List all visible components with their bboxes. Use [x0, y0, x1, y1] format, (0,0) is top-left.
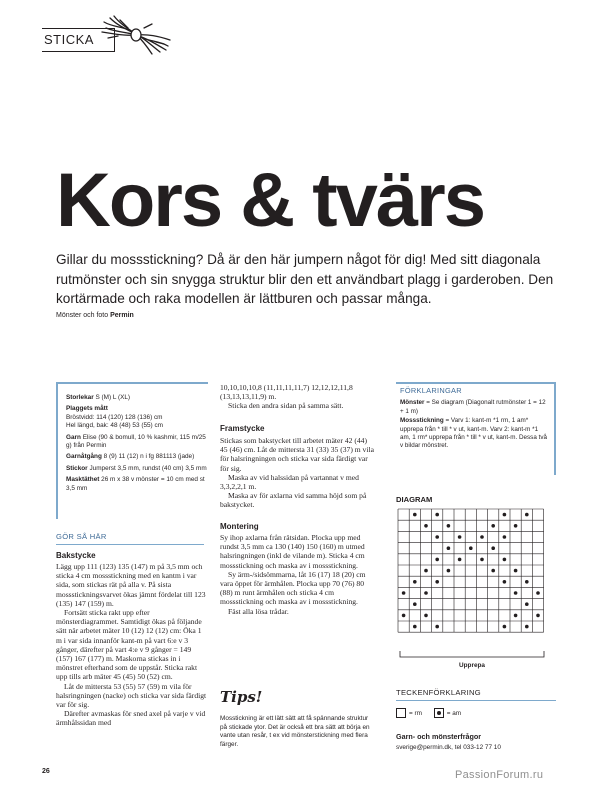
purl-dot — [491, 569, 495, 573]
purl-dot — [525, 513, 529, 517]
purl-dot — [514, 614, 518, 618]
purl-dot — [435, 580, 439, 584]
purl-dot — [424, 614, 428, 618]
purl-dot — [435, 558, 439, 562]
purl-dot — [503, 535, 507, 539]
purl-dot — [525, 580, 529, 584]
bakstycke-text — [56, 562, 208, 728]
spec-value: 26 m x 38 v mönster = 10 cm med st 3,5 mm — [66, 476, 205, 492]
legend-item-am: = am — [434, 708, 461, 718]
purl-dot — [503, 513, 507, 517]
purl-dot — [469, 546, 473, 550]
purl-dot — [447, 524, 451, 528]
spec-value: Elise (90 & bomull, 10 % kashmir, 115 m/25 g) från Permin — [66, 433, 206, 450]
term-text: = Varv 1: kant-m *1 rm, 1 am* upprepa från * till * v ut, kant-m. Varv 2: kant-m *1 am, 1 rm* upprepa från * till * v ut, kant-m. Dessa två v bildar mönstret. — [400, 417, 547, 450]
paragraph: Maska av för axlarna vid samma höjd som på bakstycket. — [220, 491, 367, 510]
knitting-diagram — [396, 507, 556, 677]
purl-dot — [413, 513, 417, 517]
divider — [396, 700, 556, 701]
spec-value: Bröstvidd: 114 (120) 128 (136) cm — [66, 413, 163, 421]
purl-dot — [458, 558, 462, 562]
spec-label: Stickor — [66, 464, 88, 472]
purl-dot — [424, 569, 428, 573]
purl-dot — [413, 602, 417, 606]
repeat-label: Upprepa — [459, 662, 485, 669]
purl-dot — [435, 513, 439, 517]
spec-label: Masktäthet — [66, 476, 100, 484]
purl-dot — [435, 535, 439, 539]
purl-dot — [536, 591, 540, 595]
yarn-questions-heading: Garn- och mönsterfrågor — [396, 732, 482, 741]
spec-label: Garn — [66, 433, 81, 441]
purl-dot — [491, 524, 495, 528]
purl-dot — [536, 614, 540, 618]
spec-label: Garnåtgång — [66, 453, 102, 461]
purl-dot — [503, 558, 507, 562]
spec-value: 8 (9) 11 (12) n i fg 881113 (jade) — [103, 453, 195, 461]
diagram-heading: DIAGRAM — [396, 495, 433, 504]
byline-prefix: Mönster och foto — [56, 312, 109, 319]
section-heading: Montering — [220, 522, 259, 531]
tips-title: Tips! — [220, 688, 263, 706]
purl-dot — [424, 591, 428, 595]
legend-heading: TECKENFÖRKLARING — [396, 688, 481, 697]
paragraph: Fortsätt sticka rakt upp efter mönsterdiagrammet. Samtidigt ökas på följande sätt när arbetet mäter 10 (12) 12 (12) cm: Öka 1 m i var sida innanför kant-m på vart 6:e v 3 gånger, därefter på vart 4:e v 9 gånger = 149 (157) 167 (177) m. Maskorna stickas in i mönstret efterhand som de uppstår. Sticka rakt upp tills arb mäter 45 (45) 50 (52) cm. — [56, 608, 202, 682]
paragraph: Lägg upp 111 (123) 135 (147) m på 3,5 mm och sticka 4 cm mossstickning med en kantm i var sida, som stickas rät på alla v. På sista mossstickningsvarvet ökas jämnt fördelat till 123 (135) 147 (159) m. — [56, 562, 206, 608]
purl-dot — [525, 602, 529, 606]
purl-dot — [413, 580, 417, 584]
paragraph: 10,10,10,10,8 (11,11,11,11,7) 12,12,12,11,8 (13,13,13,11,9) m. — [220, 383, 353, 402]
paragraph: Maska av vid halssidan på vartannat v med 3,3,2,2,1 m. — [220, 472, 359, 492]
yarn-skein-illustration — [100, 14, 172, 56]
yarn-questions-contact: sverige@permin.dk, tel 033-12 77 10 — [396, 744, 501, 751]
paragraph: Därefter avmaskas för sned axel på varje v vid ärmhålssidan med — [56, 709, 206, 728]
purl-dot — [525, 625, 529, 629]
purl-dot — [447, 569, 451, 573]
purl-dot — [514, 524, 518, 528]
paragraph: Låt de mittersta 53 (55) 57 (59) m vila för halsringningen (nacke) och sticka var sida färdigt var för sig. — [56, 681, 207, 710]
purl-dot — [402, 614, 406, 618]
montering-text — [220, 533, 376, 616]
explanations-heading: FÖRKLARINGAR — [400, 386, 462, 395]
purl-dot — [480, 535, 484, 539]
legend-item-rm: = rm — [396, 708, 422, 718]
page-title: Kors & tvärs — [56, 158, 484, 243]
paragraph: Sy ihop axlarna från rätsidan. Plocka upp med rundst 3,5 mm ca 130 (140) 150 (160) m utmed halsringningen (inkl de vilande m). Sticka 4 cm mossstickning och maska av i mossstickning. — [220, 533, 365, 570]
section-heading: Bakstycke — [56, 551, 96, 560]
purl-dot — [480, 558, 484, 562]
purl-dot — [424, 524, 428, 528]
specs-box — [56, 382, 208, 519]
spec-value: Jumperst 3,5 mm, rundst (40 cm) 3,5 mm — [89, 464, 207, 472]
term-text: = Se diagram (Diagonalt rutmönster 1 = 12 + 1 m) — [400, 399, 546, 415]
purl-dot — [458, 535, 462, 539]
paragraph: Fäst alla lösa trådar. — [228, 606, 289, 616]
paragraph: Stickas som bakstycket till arbetet mäter 42 (44) 45 (46) cm. Låt de mittersta 31 (33) 35 (37) m vila för halsringningen och sticka var sida färdigt var för sig. — [220, 436, 374, 473]
term-label: Mönster — [400, 399, 425, 407]
purl-dot — [514, 569, 518, 573]
spec-value: S (M) L (XL) — [95, 394, 131, 401]
legend — [396, 702, 556, 720]
dot-square-icon — [434, 708, 444, 718]
paragraph: Sy ärm-/sidsömmarna, låt 16 (17) 18 (20) cm vara öppet för ärmhålen. Plocka upp 70 (76) 80 (88) m runt ärmhålen och sticka 4 cm mossstickning och maska av i mossstickning. — [220, 569, 366, 607]
purl-dot — [435, 625, 439, 629]
purl-dot — [402, 591, 406, 595]
watermark: PassionForum.ru — [455, 769, 544, 781]
byline — [56, 312, 134, 319]
purl-dot — [491, 546, 495, 550]
section-heading: Framstycke — [220, 424, 265, 433]
tips-text: Mosstickning är ett lätt sätt att få spännande struktur på stickade ytor. Det är också ett bra sätt att börja en vante utan resår, t ex vid mönsterstickning med flera färger. — [220, 715, 370, 748]
paragraph: Sticka den andra sidan på samma sätt. — [228, 401, 344, 411]
explanations-box — [396, 382, 556, 475]
spec-label: Storlekar — [66, 394, 94, 401]
purl-dot — [447, 546, 451, 550]
byline-author: Permin — [110, 312, 134, 319]
empty-square-icon — [396, 708, 406, 718]
how-heading: GÖR SÅ HÄR — [56, 532, 107, 541]
purl-dot — [503, 580, 507, 584]
purl-dot — [413, 625, 417, 629]
purl-dot — [514, 591, 518, 595]
framstycke-text — [220, 436, 376, 510]
term-label: Mossstickning — [400, 417, 444, 425]
spec-label: Plaggets mått — [66, 405, 108, 413]
divider — [56, 544, 204, 545]
purl-dot — [503, 625, 507, 629]
page-number: 26 — [42, 768, 50, 775]
section-tab: STICKA — [42, 28, 115, 52]
spec-value: Hel längd, bak: 48 (48) 53 (55) cm — [66, 422, 163, 430]
lead-paragraph: Gillar du mossstickning? Då är den här jumpern något för dig! Med sitt diagonala rutmönster och sin snygga struktur blir den ett användbart plagg i garderoben. Den kortärmade och raka modellen är lättburen och passar många. — [56, 252, 554, 306]
bakstycke-continued — [220, 383, 376, 411]
